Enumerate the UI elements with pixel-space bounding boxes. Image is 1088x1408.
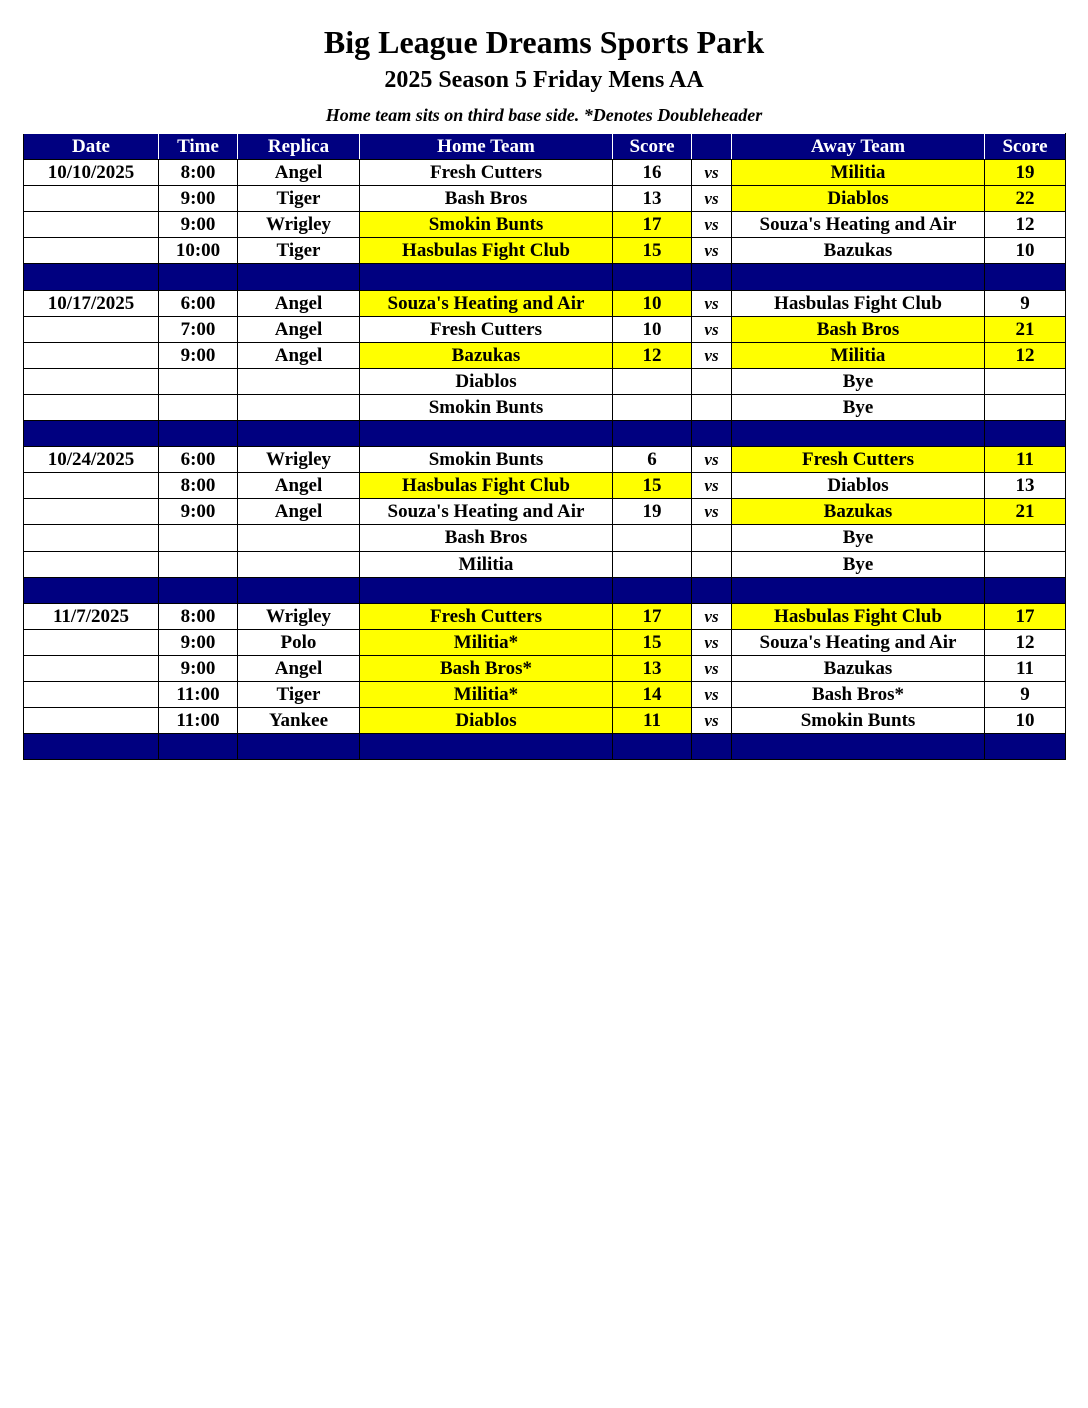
home-team-cell: Militia [360, 551, 613, 577]
home-team-cell: Militia* [360, 681, 613, 707]
away-team-cell: Fresh Cutters [732, 447, 985, 473]
vs-cell: vs [692, 316, 732, 342]
home-team-cell: Smokin Bunts [360, 447, 613, 473]
home-score-cell: 15 [613, 238, 692, 264]
separator-cell [24, 264, 159, 290]
date-cell: 10/10/2025 [24, 160, 159, 186]
time-cell: 9:00 [159, 342, 238, 368]
game-row [24, 499, 1066, 525]
home-team-cell: Diablos [360, 368, 613, 394]
separator-cell [159, 734, 238, 760]
time-cell [159, 551, 238, 577]
separator-cell [732, 421, 985, 447]
time-cell: 9:00 [159, 655, 238, 681]
game-row [24, 473, 1066, 499]
time-cell [159, 525, 238, 551]
vs-cell: vs [692, 160, 732, 186]
vs-cell: vs [692, 629, 732, 655]
away-team-cell: Bazukas [732, 655, 985, 681]
away-score-cell: 10 [985, 708, 1066, 734]
away-team-cell: Bye [732, 394, 985, 420]
page-title: Big League Dreams Sports Park [323, 24, 765, 60]
vs-cell: vs [692, 238, 732, 264]
away-score-cell: 9 [985, 290, 1066, 316]
time-cell: 11:00 [159, 708, 238, 734]
home-score-cell [613, 368, 692, 394]
home-team-cell: Hasbulas Fight Club [360, 473, 613, 499]
game-row [24, 629, 1066, 655]
away-team-cell: Bye [732, 525, 985, 551]
away-score-cell: 11 [985, 447, 1066, 473]
separator-cell [985, 264, 1066, 290]
vs-cell: vs [692, 473, 732, 499]
separator-cell [692, 264, 732, 290]
game-row [24, 447, 1066, 473]
date-cell [24, 525, 159, 551]
vs-cell: vs [692, 290, 732, 316]
home-score-cell: 10 [613, 316, 692, 342]
separator-cell [238, 264, 360, 290]
vs-cell: vs [692, 342, 732, 368]
separator-cell [732, 264, 985, 290]
home-score-cell: 10 [613, 290, 692, 316]
col-header-vs [692, 134, 732, 160]
separator-cell [692, 734, 732, 760]
home-team-cell: Fresh Cutters [360, 160, 613, 186]
replica-cell: Angel [238, 499, 360, 525]
date-cell [24, 681, 159, 707]
home-score-cell: 17 [613, 212, 692, 238]
separator-cell [613, 264, 692, 290]
away-score-cell: 12 [985, 212, 1066, 238]
col-header-date: Date [24, 134, 159, 160]
home-score-cell: 17 [613, 603, 692, 629]
away-score-cell: 22 [985, 186, 1066, 212]
vs-cell [692, 394, 732, 420]
date-cell: 11/7/2025 [24, 603, 159, 629]
schedule-note: Home team sits on third base side. *Denotes Doubleheader [325, 105, 763, 125]
away-score-cell: 10 [985, 238, 1066, 264]
replica-cell [238, 368, 360, 394]
time-cell: 7:00 [159, 316, 238, 342]
away-team-cell: Bye [732, 551, 985, 577]
away-team-cell: Hasbulas Fight Club [732, 290, 985, 316]
home-score-cell: 15 [613, 473, 692, 499]
game-row [24, 551, 1066, 577]
home-score-cell: 19 [613, 499, 692, 525]
time-cell: 10:00 [159, 238, 238, 264]
home-team-cell: Bazukas [360, 342, 613, 368]
time-cell [159, 394, 238, 420]
away-team-cell: Bazukas [732, 238, 985, 264]
separator-cell [985, 734, 1066, 760]
time-cell: 8:00 [159, 473, 238, 499]
week-separator-row [24, 734, 1066, 760]
separator-cell [360, 577, 613, 603]
separator-cell [24, 577, 159, 603]
separator-cell [238, 577, 360, 603]
away-score-cell: 19 [985, 160, 1066, 186]
vs-cell: vs [692, 681, 732, 707]
vs-cell: vs [692, 186, 732, 212]
home-team-cell: Souza's Heating and Air [360, 499, 613, 525]
replica-cell: Polo [238, 629, 360, 655]
separator-cell [159, 577, 238, 603]
time-cell: 9:00 [159, 499, 238, 525]
away-team-cell: Hasbulas Fight Club [732, 603, 985, 629]
home-score-cell [613, 394, 692, 420]
separator-cell [692, 577, 732, 603]
date-cell [24, 368, 159, 394]
home-score-cell: 14 [613, 681, 692, 707]
replica-cell: Yankee [238, 708, 360, 734]
schedule-table [23, 133, 1066, 760]
replica-cell: Tiger [238, 238, 360, 264]
vs-cell: vs [692, 212, 732, 238]
replica-cell [238, 551, 360, 577]
time-cell: 11:00 [159, 681, 238, 707]
col-header-time: Time [159, 134, 238, 160]
away-score-cell [985, 525, 1066, 551]
replica-cell: Angel [238, 160, 360, 186]
time-cell: 6:00 [159, 447, 238, 473]
replica-cell: Angel [238, 473, 360, 499]
away-team-cell: Bye [732, 368, 985, 394]
away-score-cell [985, 551, 1066, 577]
home-score-cell [613, 551, 692, 577]
time-cell: 8:00 [159, 160, 238, 186]
date-cell [24, 342, 159, 368]
away-score-cell: 9 [985, 681, 1066, 707]
separator-cell [732, 577, 985, 603]
time-cell: 9:00 [159, 186, 238, 212]
game-row [24, 186, 1066, 212]
away-score-cell: 21 [985, 499, 1066, 525]
home-team-cell: Bash Bros [360, 186, 613, 212]
separator-cell [24, 734, 159, 760]
away-score-cell [985, 394, 1066, 420]
replica-cell: Angel [238, 655, 360, 681]
separator-cell [985, 577, 1066, 603]
away-score-cell [985, 368, 1066, 394]
home-team-cell: Bash Bros* [360, 655, 613, 681]
home-team-cell: Hasbulas Fight Club [360, 238, 613, 264]
home-score-cell: 13 [613, 186, 692, 212]
week-separator-row [24, 577, 1066, 603]
separator-cell [360, 264, 613, 290]
separator-cell [732, 734, 985, 760]
vs-cell [692, 368, 732, 394]
col-header-replica: Replica [238, 134, 360, 160]
date-cell [24, 394, 159, 420]
date-cell [24, 238, 159, 264]
separator-cell [613, 734, 692, 760]
away-team-cell: Diablos [732, 473, 985, 499]
date-cell [24, 655, 159, 681]
home-score-cell: 13 [613, 655, 692, 681]
col-header-home-score: Score [613, 134, 692, 160]
vs-cell: vs [692, 499, 732, 525]
vs-cell: vs [692, 655, 732, 681]
replica-cell: Tiger [238, 186, 360, 212]
date-cell: 10/24/2025 [24, 447, 159, 473]
date-cell [24, 212, 159, 238]
separator-cell [613, 577, 692, 603]
separator-cell [985, 421, 1066, 447]
home-score-cell: 15 [613, 629, 692, 655]
away-team-cell: Militia [732, 160, 985, 186]
home-team-cell: Fresh Cutters [360, 603, 613, 629]
away-team-cell: Bazukas [732, 499, 985, 525]
game-row [24, 160, 1066, 186]
date-cell [24, 316, 159, 342]
time-cell [159, 368, 238, 394]
separator-cell [238, 734, 360, 760]
away-score-cell: 12 [985, 629, 1066, 655]
time-cell: 9:00 [159, 629, 238, 655]
time-cell: 6:00 [159, 290, 238, 316]
separator-cell [238, 421, 360, 447]
game-row [24, 525, 1066, 551]
replica-cell: Wrigley [238, 603, 360, 629]
date-cell [24, 629, 159, 655]
away-score-cell: 11 [985, 655, 1066, 681]
week-separator-row [24, 421, 1066, 447]
table-header-row [24, 134, 1066, 160]
separator-cell [360, 734, 613, 760]
away-team-cell: Diablos [732, 186, 985, 212]
away-team-cell: Militia [732, 342, 985, 368]
home-team-cell: Smokin Bunts [360, 212, 613, 238]
home-score-cell: 12 [613, 342, 692, 368]
week-separator-row [24, 264, 1066, 290]
date-cell [24, 551, 159, 577]
home-team-cell: Souza's Heating and Air [360, 290, 613, 316]
page-subtitle: 2025 Season 5 Friday Mens AA [384, 67, 704, 93]
time-cell: 9:00 [159, 212, 238, 238]
game-row [24, 316, 1066, 342]
game-row [24, 681, 1066, 707]
away-team-cell: Bash Bros* [732, 681, 985, 707]
replica-cell [238, 394, 360, 420]
replica-cell: Angel [238, 316, 360, 342]
away-team-cell: Souza's Heating and Air [732, 212, 985, 238]
separator-cell [159, 264, 238, 290]
time-cell: 8:00 [159, 603, 238, 629]
date-cell [24, 473, 159, 499]
away-team-cell: Smokin Bunts [732, 708, 985, 734]
schedule-body [24, 160, 1066, 760]
separator-cell [360, 421, 613, 447]
away-score-cell: 17 [985, 603, 1066, 629]
away-score-cell: 21 [985, 316, 1066, 342]
separator-cell [159, 421, 238, 447]
date-cell [24, 186, 159, 212]
game-row [24, 368, 1066, 394]
col-header-away-team: Away Team [732, 134, 985, 160]
home-score-cell: 11 [613, 708, 692, 734]
away-score-cell: 13 [985, 473, 1066, 499]
replica-cell: Angel [238, 342, 360, 368]
home-score-cell: 6 [613, 447, 692, 473]
separator-cell [692, 421, 732, 447]
home-team-cell: Fresh Cutters [360, 316, 613, 342]
vs-cell: vs [692, 708, 732, 734]
separator-cell [613, 421, 692, 447]
home-score-cell: 16 [613, 160, 692, 186]
date-cell [24, 708, 159, 734]
away-team-cell: Bash Bros [732, 316, 985, 342]
home-team-cell: Smokin Bunts [360, 394, 613, 420]
separator-cell [24, 421, 159, 447]
away-score-cell: 12 [985, 342, 1066, 368]
vs-cell [692, 551, 732, 577]
col-header-home-team: Home Team [360, 134, 613, 160]
game-row [24, 342, 1066, 368]
game-row [24, 603, 1066, 629]
replica-cell: Wrigley [238, 447, 360, 473]
game-row [24, 394, 1066, 420]
date-cell [24, 499, 159, 525]
col-header-away-score: Score [985, 134, 1066, 160]
replica-cell [238, 525, 360, 551]
game-row [24, 708, 1066, 734]
game-row [24, 238, 1066, 264]
home-team-cell: Militia* [360, 629, 613, 655]
away-team-cell: Souza's Heating and Air [732, 629, 985, 655]
game-row [24, 290, 1066, 316]
vs-cell: vs [692, 603, 732, 629]
date-cell: 10/17/2025 [24, 290, 159, 316]
game-row [24, 655, 1066, 681]
replica-cell: Angel [238, 290, 360, 316]
home-team-cell: Bash Bros [360, 525, 613, 551]
replica-cell: Tiger [238, 681, 360, 707]
replica-cell: Wrigley [238, 212, 360, 238]
vs-cell: vs [692, 447, 732, 473]
home-score-cell [613, 525, 692, 551]
game-row [24, 212, 1066, 238]
home-team-cell: Diablos [360, 708, 613, 734]
vs-cell [692, 525, 732, 551]
